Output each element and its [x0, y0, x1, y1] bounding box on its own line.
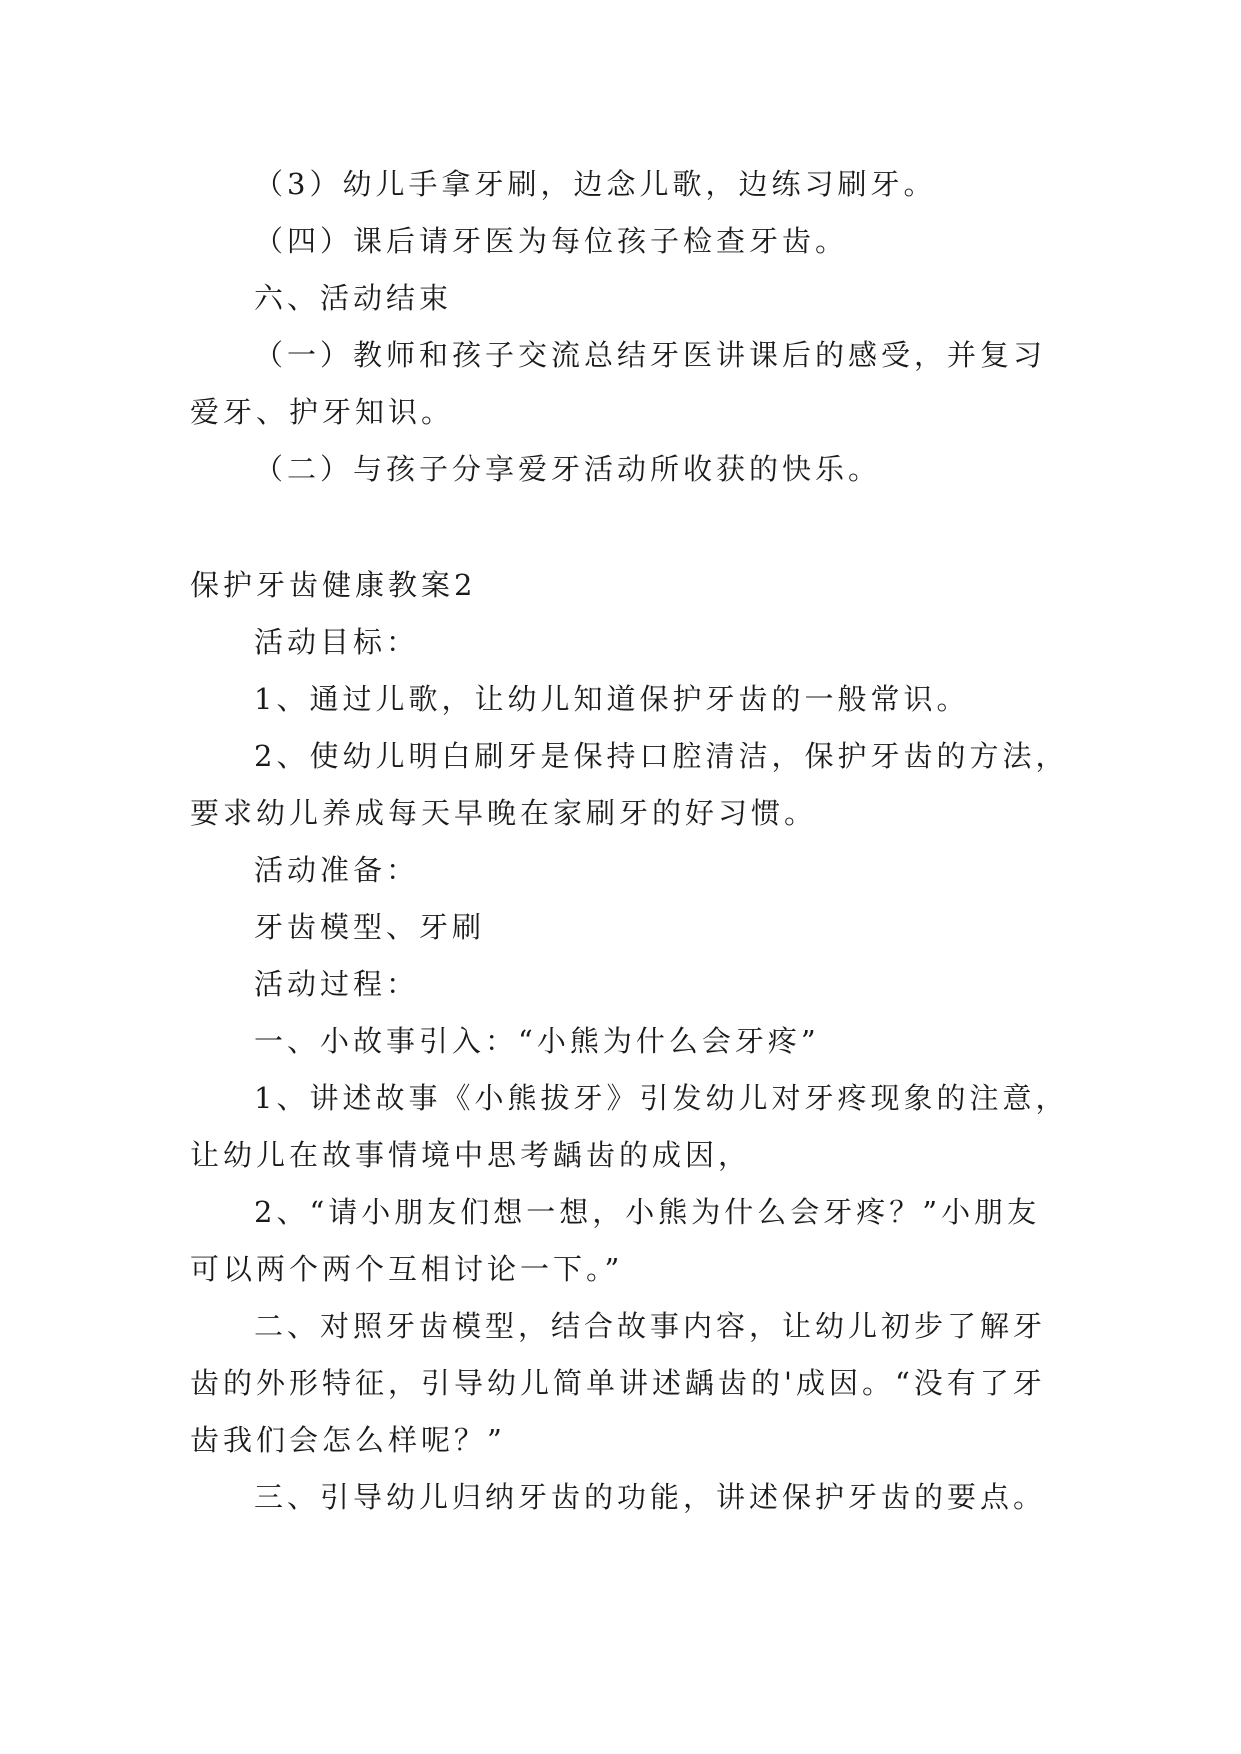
paragraph-line: （二）与孩子分享爱牙活动所收获的快乐。 [254, 452, 882, 486]
paragraph-line: 爱牙、护牙知识。 [190, 395, 455, 429]
paragraph-line: 可以两个两个互相讨论一下。” [190, 1252, 624, 1286]
paragraph-line: （3）幼儿手拿牙刷，边念儿歌，边练习刷牙。 [254, 167, 937, 201]
paragraph-line: 二、对照牙齿模型，结合故事内容，让幼儿初步了解牙 [254, 1309, 1047, 1343]
paragraph-line: 一、小故事引入：“小熊为什么会牙疼” [254, 1024, 820, 1058]
paragraph-line: 要求幼儿养成每天早晚在家刷牙的好习惯。 [190, 796, 818, 830]
section-heading: 活动过程： [254, 967, 420, 1001]
paragraph-line: 2、“请小朋友们想一想，小熊为什么会牙疼？”小朋友 [254, 1195, 1041, 1229]
document-title: 保护牙齿健康教案2 [190, 568, 477, 602]
paragraph-line: 1、讲述故事《小熊拔牙》引发幼儿对牙疼现象的注意， [254, 1081, 1069, 1115]
paragraph-line: 牙齿模型、牙刷 [254, 910, 486, 944]
paragraph-line: 齿的外形特征，引导幼儿简单讲述龋齿的'成因。“没有了牙 [190, 1366, 1046, 1400]
paragraph-line: （一）教师和孩子交流总结牙医讲课后的感受，并复习 [254, 338, 1047, 372]
section-heading: 活动目标： [254, 625, 420, 659]
section-heading: 活动准备： [254, 853, 420, 887]
paragraph-line: 1、通过儿歌，让幼儿知道保护牙齿的一般常识。 [254, 682, 970, 716]
paragraph-line: 让幼儿在故事情境中思考龋齿的成因， [190, 1138, 752, 1172]
section-heading: 六、活动结束 [254, 281, 453, 315]
paragraph-line: 齿我们会怎么样呢？” [190, 1423, 506, 1457]
paragraph-line: （四）课后请牙医为每位孩子检查牙齿。 [254, 224, 849, 258]
paragraph-line: 三、引导幼儿归纳牙齿的功能，讲述保护牙齿的要点。 [254, 1480, 1047, 1514]
paragraph-line: 2、使幼儿明白刷牙是保持口腔清洁，保护牙齿的方法， [254, 739, 1069, 773]
